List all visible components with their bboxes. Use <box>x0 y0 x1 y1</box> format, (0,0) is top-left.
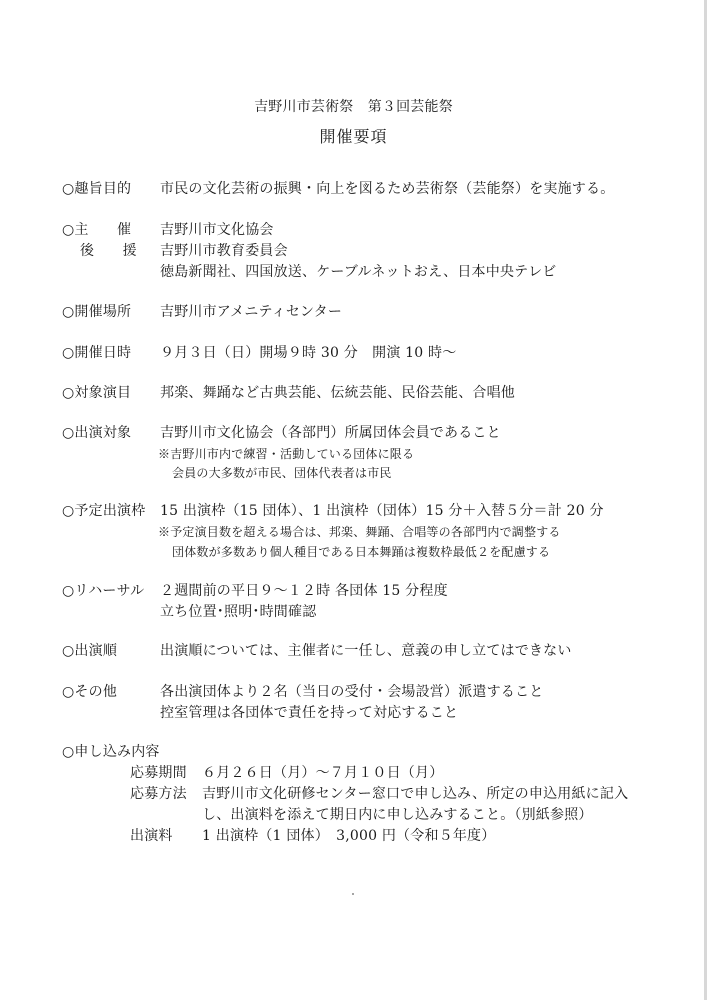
method-value-1: 吉野川市文化研修センター窓口で申し込み、所定の申込用紙に記入 <box>202 786 629 802</box>
rehearsal-value-1: ２週間前の平日９〜１２時 各団体 15 分程度 <box>160 583 448 599</box>
performers-value: 吉野川市文化協会（各部門）所属団体会員であること <box>160 425 501 441</box>
slots-note-1: ※予定演目数を超える場合は、邦楽、舞踊、合唱等の各部門内で調整する <box>158 525 561 539</box>
period-label: 応募期間 <box>130 765 187 781</box>
method-label: 応募方法 <box>130 786 187 802</box>
performers-note-1: ※吉野川市内で練習・活動している団体に限る <box>158 447 415 461</box>
application-label: ○申し込み内容 <box>62 744 160 760</box>
organizer-label: ○主 催 <box>62 222 132 238</box>
slots-value: 15 出演枠（15 団体）、1 出演枠（団体）15 分＋入替５分＝計 20 分 <box>160 503 604 519</box>
datetime-value: ９月３日（日）開場９時 30 分 開演 10 時〜 <box>160 345 457 361</box>
organizer-value: 吉野川市文化協会 <box>160 222 274 238</box>
rehearsal-value-2: 立ち位置･照明･時間確認 <box>160 604 317 620</box>
document-title: 吉野川市芸術祭 第３回芸能祭 <box>254 99 453 115</box>
fee-label: 出演料 <box>130 828 173 844</box>
slots-note-2: 団体数が多数あり個人種目である日本舞踊は複数枠最低２を配慮する <box>172 545 551 559</box>
scan-speck <box>352 893 354 895</box>
purpose-value: 市民の文化芸術の振興・向上を図るため芸術祭（芸能祭）を実施する。 <box>160 181 615 197</box>
venue-value: 吉野川市アメニティセンター <box>160 304 343 320</box>
period-value: ６月２６日（月）〜７月１０日（月） <box>202 765 444 781</box>
support-value-1: 吉野川市教育委員会 <box>160 243 288 259</box>
support-label: 後 援 <box>80 243 137 259</box>
other-value-1: 各出演団体より２名（当日の受付・会場設営）派遣すること <box>160 684 544 700</box>
fee-value: 1 出演枠（1 団体） 3,000 円（令和５年度） <box>202 828 496 844</box>
rehearsal-label: ○リハーサル <box>62 583 145 599</box>
venue-label: ○開催場所 <box>62 304 132 320</box>
document-subtitle: 開催要項 <box>319 127 388 146</box>
purpose-label: ○趣旨目的 <box>62 181 132 197</box>
order-value: 出演順については、主催者に一任し、意義の申し立てはできない <box>160 643 572 659</box>
datetime-label: ○開催日時 <box>62 345 132 361</box>
performers-note-2: 会員の大多数が市民、団体代表者は市民 <box>172 466 392 480</box>
performers-label: ○出演対象 <box>62 425 132 441</box>
other-value-2: 控室管理は各団体で責任を持って対応すること <box>160 705 459 721</box>
program-label: ○対象演目 <box>62 385 132 401</box>
program-value: 邦楽、舞踊など古典芸能、伝統芸能、民俗芸能、合唱他 <box>160 385 515 401</box>
support-value-2: 徳島新聞社、四国放送、ケーブルネットおえ、日本中央テレビ <box>160 264 557 280</box>
slots-label: ○予定出演枠 <box>62 503 146 519</box>
method-value-2: し、出演料を添えて期日内に申し込みすること。（別紙参照） <box>202 807 593 823</box>
other-label: ○その他 <box>62 684 118 700</box>
order-label: ○出演順 <box>62 643 118 659</box>
